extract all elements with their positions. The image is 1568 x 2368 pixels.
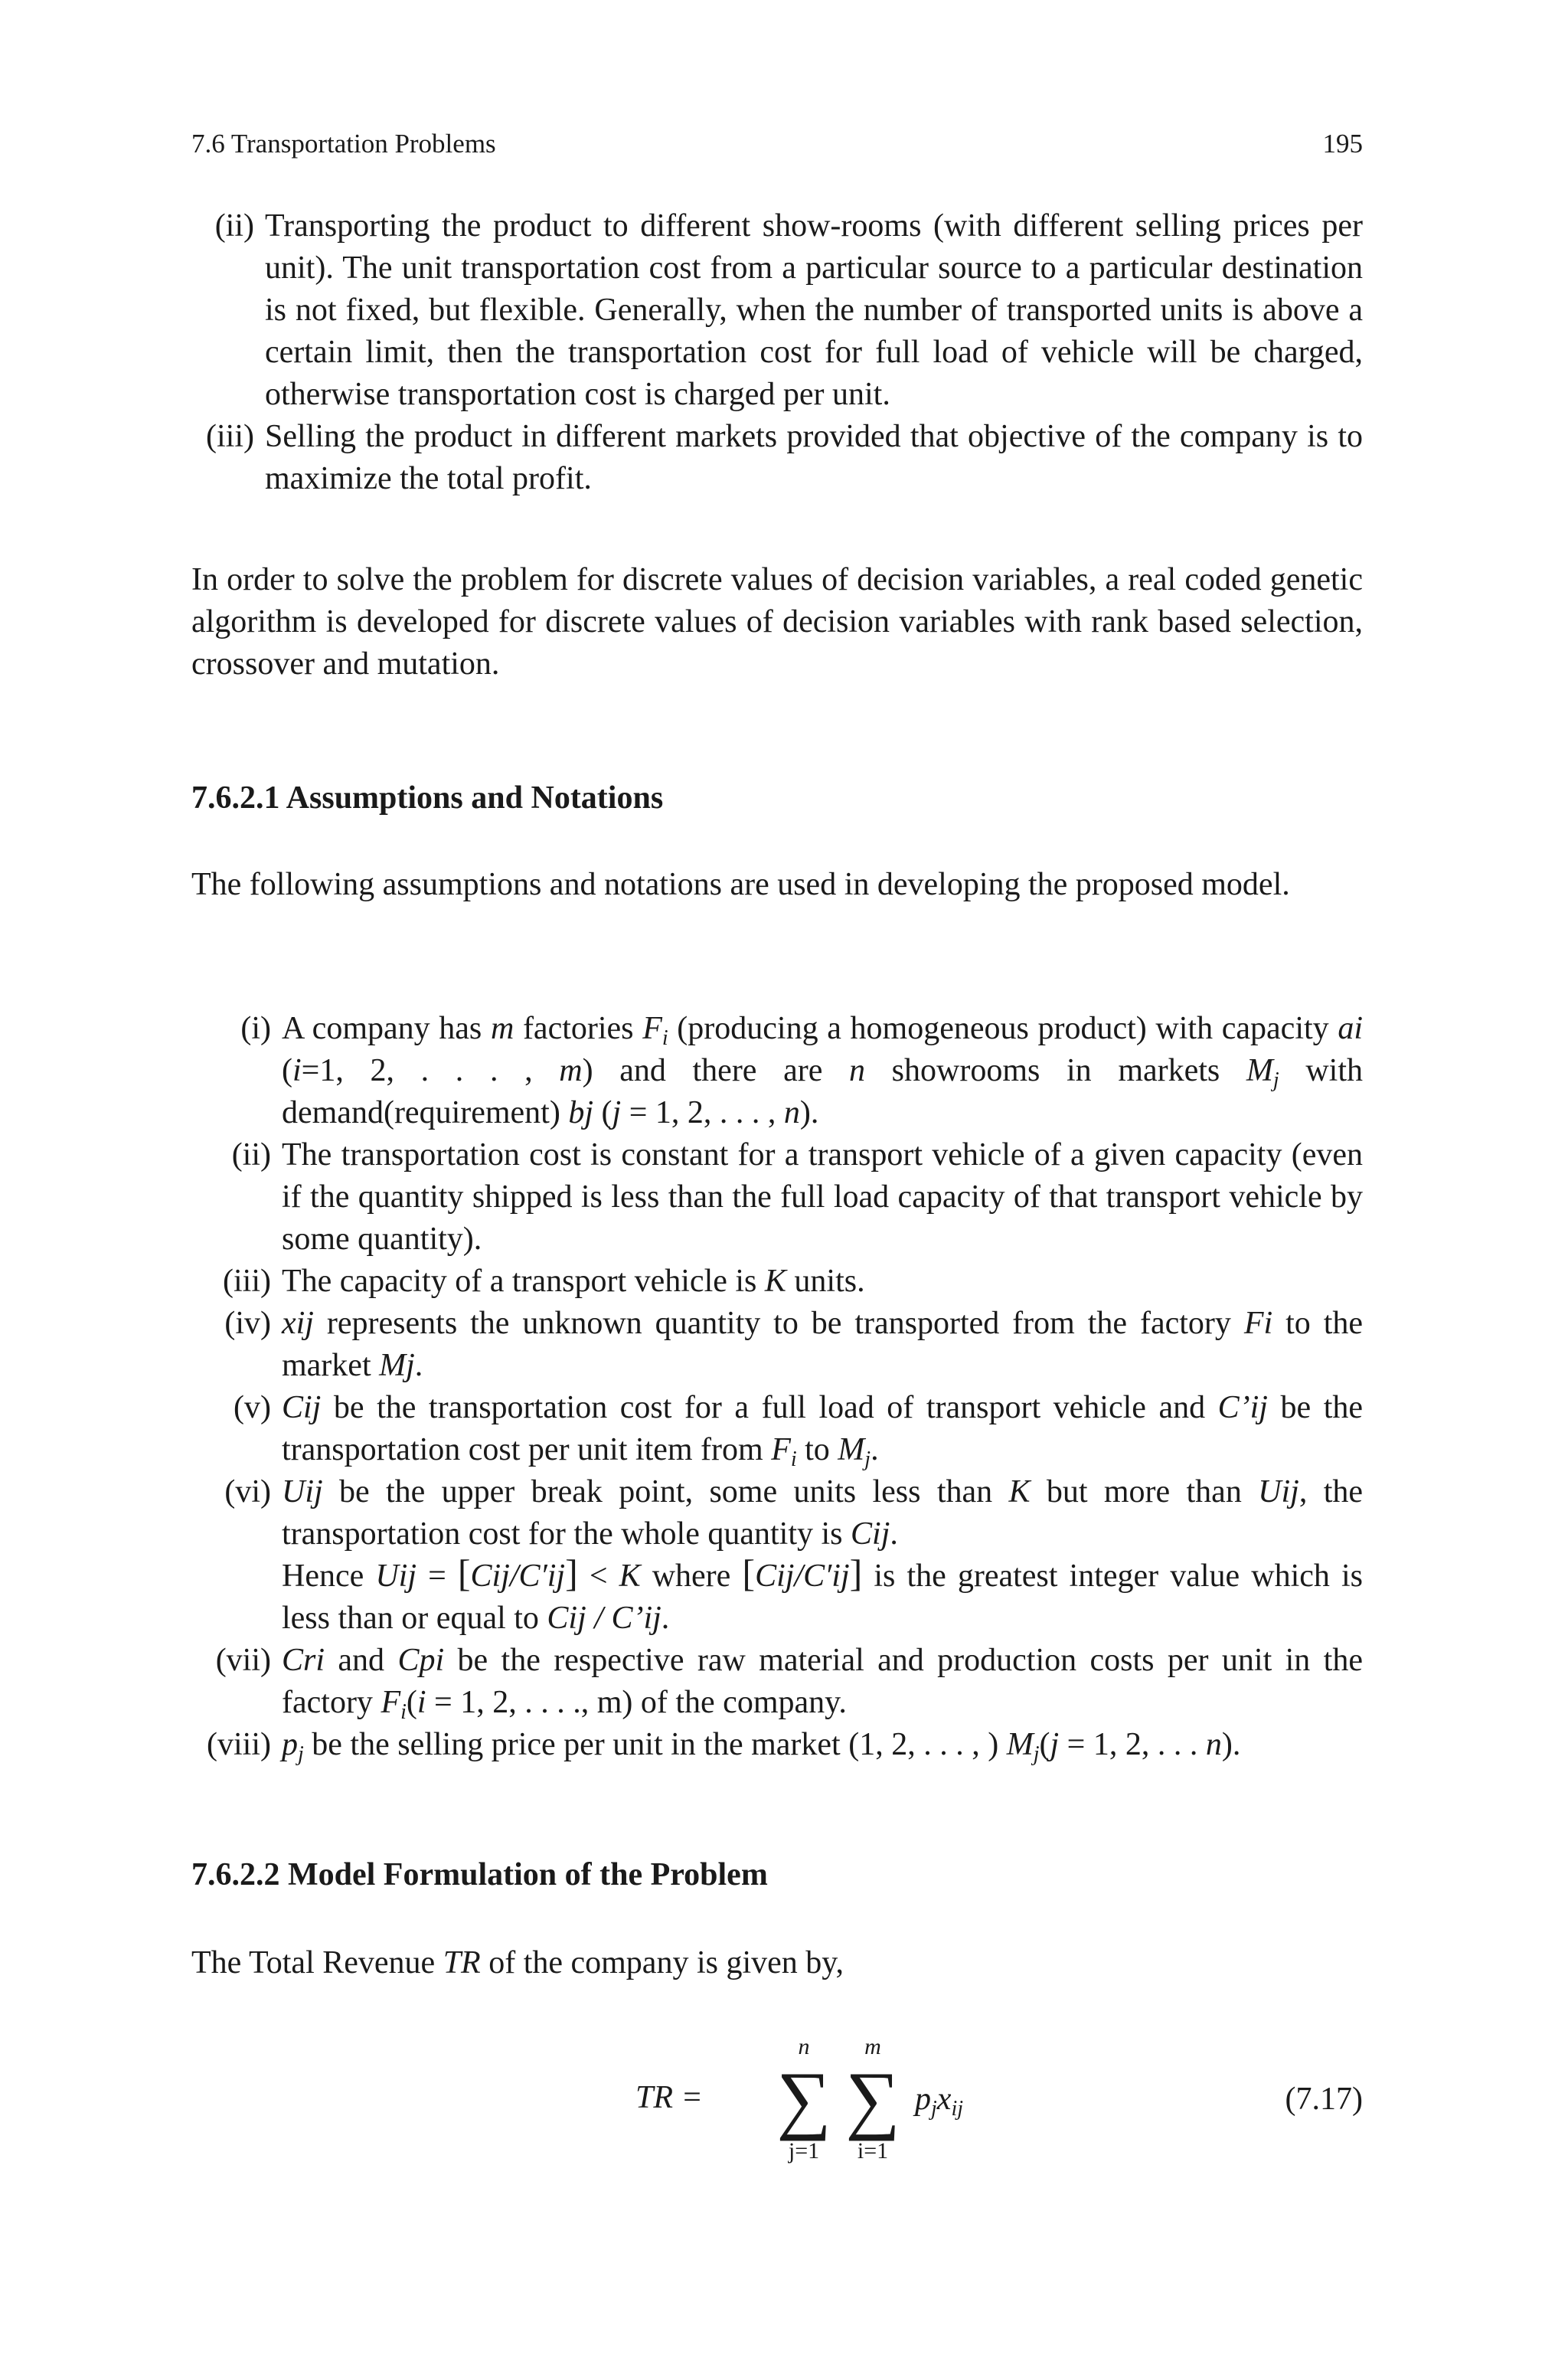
list-item: (i) A company has m factories $F_i$ (producing a homogeneous product) with capacity ai (i=1, 2, . . . , m) and there are n showrooms in markets $M_j$ with demand(requirement) bj (j = 1, 2, . . . , n). (240, 1011, 1364, 1130)
paragraph: In order to solve the problem for discrete values of decision variables, a real coded genetic algorithm is developed for discrete values of decision variables with rank based selection, crossover and mutation. (191, 562, 1363, 682)
paragraph: The Total Revenue TR of the company is given by, (191, 1945, 844, 1980)
list-item: (vi) Uij be the upper break point, some units less than K but more than Uij, the transportation cost for the whole quantity is Cij. Hence Uij = [Cij/C′ij] < K where [Cij/C′ij] is the greatest integer value which is less than or equal to Cij / C’ij. (224, 1474, 1364, 1636)
assumption-list (191, 1008, 1363, 1766)
list-item: (ii) Transporting the product to different show-rooms (with different selling prices per unit). The unit transportation cost from a particular source to a particular destination is not fixed, but flexible. Generally, when the number of transported units is above a certain limit, then the transportation cost for full load of vehicle will be charged, otherwise transportation cost is charged per unit. (214, 208, 1363, 412)
list-item: (ii) The transportation cost is constant for a transport vehicle of a given capacity (even if the quantity shipped is less than the full load capacity of that transport vehicle by some quantity). (231, 1137, 1363, 1257)
list-item: (viii) $p_j$ be the selling price per unit in the market (1, 2, . . . , ) $M_j(j = 1$, 2, . . . n). (207, 1727, 1241, 1766)
equation-number: (7.17) (1285, 2082, 1363, 2117)
paragraph: The following assumptions and notations are used in developing the proposed model. (191, 867, 1290, 902)
sum-i: m ∑ i=1 (845, 2034, 900, 2164)
list-item: (vii) Cri and Cpi be the respective raw material and production costs per unit in the factory $F_i(i = 1$, 2, . . . ., m) of the company. (215, 1643, 1363, 1724)
list-item: (iii) The capacity of a transport vehicle is K units. (223, 1264, 865, 1299)
section-heading: 7.6.2.2 Model Formulation of the Problem (191, 1857, 768, 1892)
section-heading: 7.6.2.1 Assumptions and Notations (191, 780, 664, 816)
list-item: (v) Cij be the transportation cost for a full load of transport vehicle and C’ij be the transportation cost per unit item from $F_i$ to $M_j$. (234, 1390, 1364, 1471)
list-top (191, 205, 1363, 500)
running-head (191, 129, 1363, 159)
page-number: 195 (1322, 129, 1363, 159)
list-item: (iii) Selling the product in different markets provided that objective of the company is to maximize the total profit. (206, 419, 1363, 496)
section-title: 7.6 Transportation Problems (191, 129, 496, 159)
equation (191, 2033, 1363, 2164)
sum-j: n ∑ j=1 (776, 2034, 831, 2164)
equation-lhs: TR = (635, 2080, 703, 2115)
summand: $p_jx_{ij}$ (915, 2082, 963, 2121)
list-item: (iv) xij represents the unknown quantity to be transported from the factory Fi to the market Mj. (224, 1306, 1364, 1383)
